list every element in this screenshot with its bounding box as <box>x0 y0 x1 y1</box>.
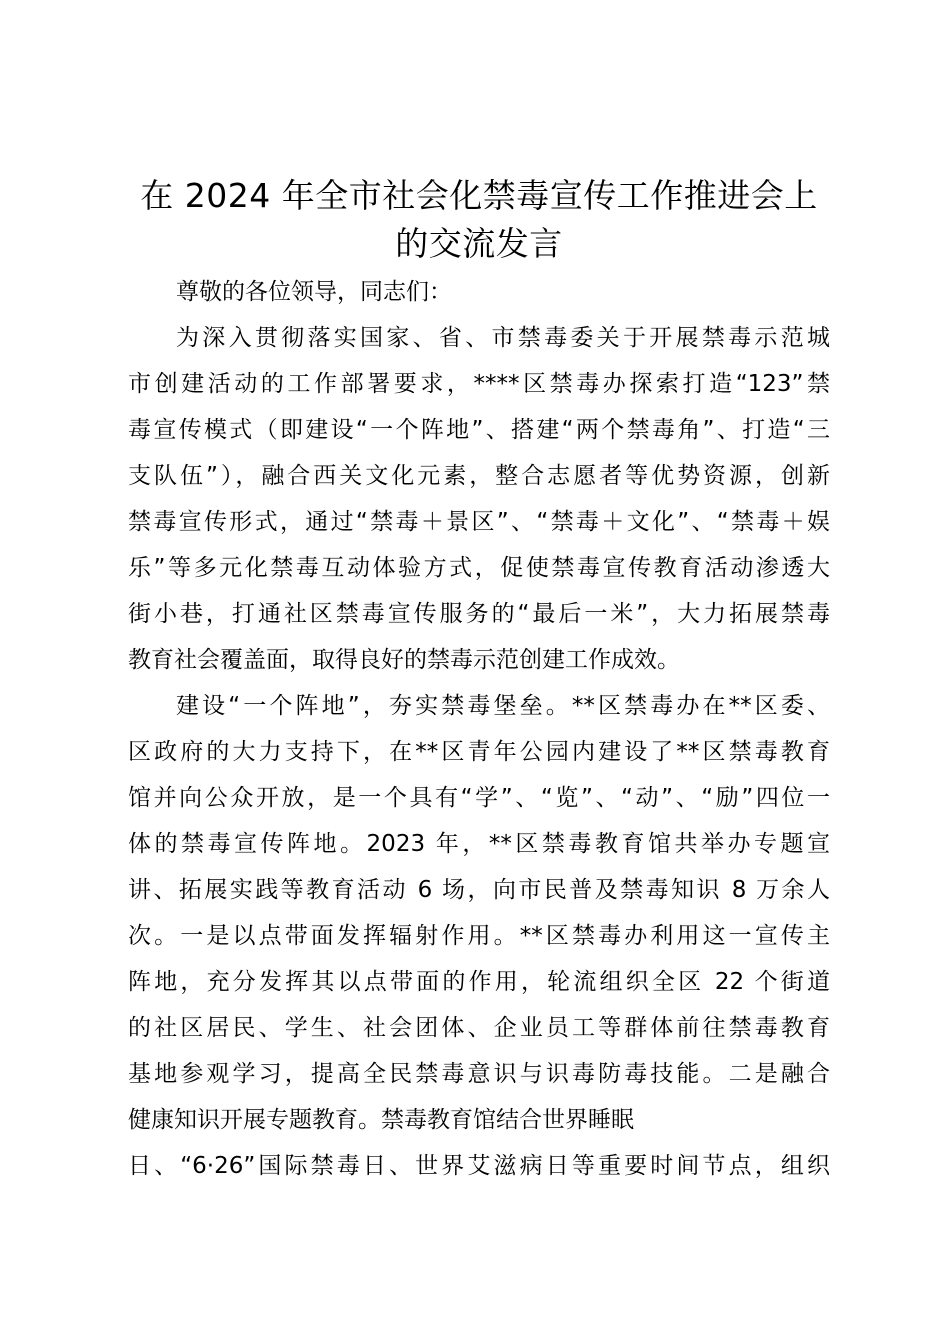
text-line <box>128 269 830 315</box>
document-body <box>128 269 830 1189</box>
text-line <box>128 591 830 637</box>
text-line <box>128 821 830 867</box>
text-line <box>128 959 830 1005</box>
text-line-content: 支队伍”），融合西关文化元素，整合志愿者等优势资源，创新 <box>128 463 830 489</box>
text-line <box>128 867 830 913</box>
text-line-content: 区政府的大力支持下，在**区青年公园内建设了**区禁毒教育 <box>128 739 831 765</box>
text-line <box>128 453 830 499</box>
title-line-2: 的交流发言 <box>395 224 563 263</box>
document-title <box>128 172 830 268</box>
text-line <box>128 775 830 821</box>
text-line <box>128 1051 830 1097</box>
text-line <box>128 545 830 591</box>
text-line <box>128 1097 830 1143</box>
text-line-content: 体的禁毒宣传阵地。2023 年，**区禁毒教育馆共举办专题宣 <box>128 831 830 857</box>
document-page <box>128 172 830 1189</box>
text-line-content: 基地参观学习，提高全民禁毒意识与识毒防毒技能。二是融合 <box>128 1061 830 1087</box>
text-line-content: 乐”等多元化禁毒互动体验方式，促使禁毒宣传教育活动渗透大 <box>128 555 830 581</box>
text-line-content: 阵地，充分发挥其以点带面的作用，轮流组织全区 22 个街道 <box>128 969 830 995</box>
text-line <box>128 683 830 729</box>
text-line-content: 健康知识开展专题教育。禁毒教育馆结合世界睡眠 <box>128 1107 634 1133</box>
text-line <box>128 1005 830 1051</box>
text-line <box>128 729 830 775</box>
text-line <box>128 361 830 407</box>
text-line <box>128 1143 830 1189</box>
text-line <box>128 407 830 453</box>
text-line-content: 市创建活动的工作部署要求，****区禁毒办探索打造“123”禁 <box>128 371 830 397</box>
text-line-content: 日、“6·26”国际禁毒日、世界艾滋病日等重要时间节点，组织 <box>128 1153 830 1179</box>
text-line <box>128 499 830 545</box>
text-line-content: 禁毒宣传形式，通过“禁毒＋景区”、“禁毒＋文化”、“禁毒＋娱 <box>128 509 830 535</box>
text-line-content: 馆并向公众开放，是一个具有“学”、“览”、“动”、“励”四位一 <box>128 785 830 811</box>
text-line-content: 尊敬的各位领导，同志们： <box>176 279 452 305</box>
text-line-content: 讲、拓展实践等教育活动 6 场，向市民普及禁毒知识 8 万余人 <box>128 877 830 903</box>
text-line-content: 建设“一个阵地”，夯实禁毒堡垒。**区禁毒办在**区委、 <box>176 693 830 719</box>
text-line <box>128 315 830 361</box>
title-line-1: 在 2024 年全市社会化禁毒宣传工作推进会上 <box>140 176 818 215</box>
text-line-content: 教育社会覆盖面，取得良好的禁毒示范创建工作成效。 <box>128 647 680 673</box>
text-line <box>128 637 830 683</box>
text-line-content: 次。一是以点带面发挥辐射作用。**区禁毒办利用这一宣传主 <box>128 923 830 949</box>
text-line <box>128 913 830 959</box>
text-line-content: 的社区居民、学生、社会团体、企业员工等群体前往禁毒教育 <box>128 1015 830 1041</box>
text-line-content: 毒宣传模式（即建设“一个阵地”、搭建“两个禁毒角”、打造“三 <box>128 417 830 443</box>
text-line-content: 为深入贯彻落实国家、省、市禁毒委关于开展禁毒示范城 <box>176 325 830 351</box>
text-line-content: 街小巷，打通社区禁毒宣传服务的“最后一米”，大力拓展禁毒 <box>128 601 830 627</box>
